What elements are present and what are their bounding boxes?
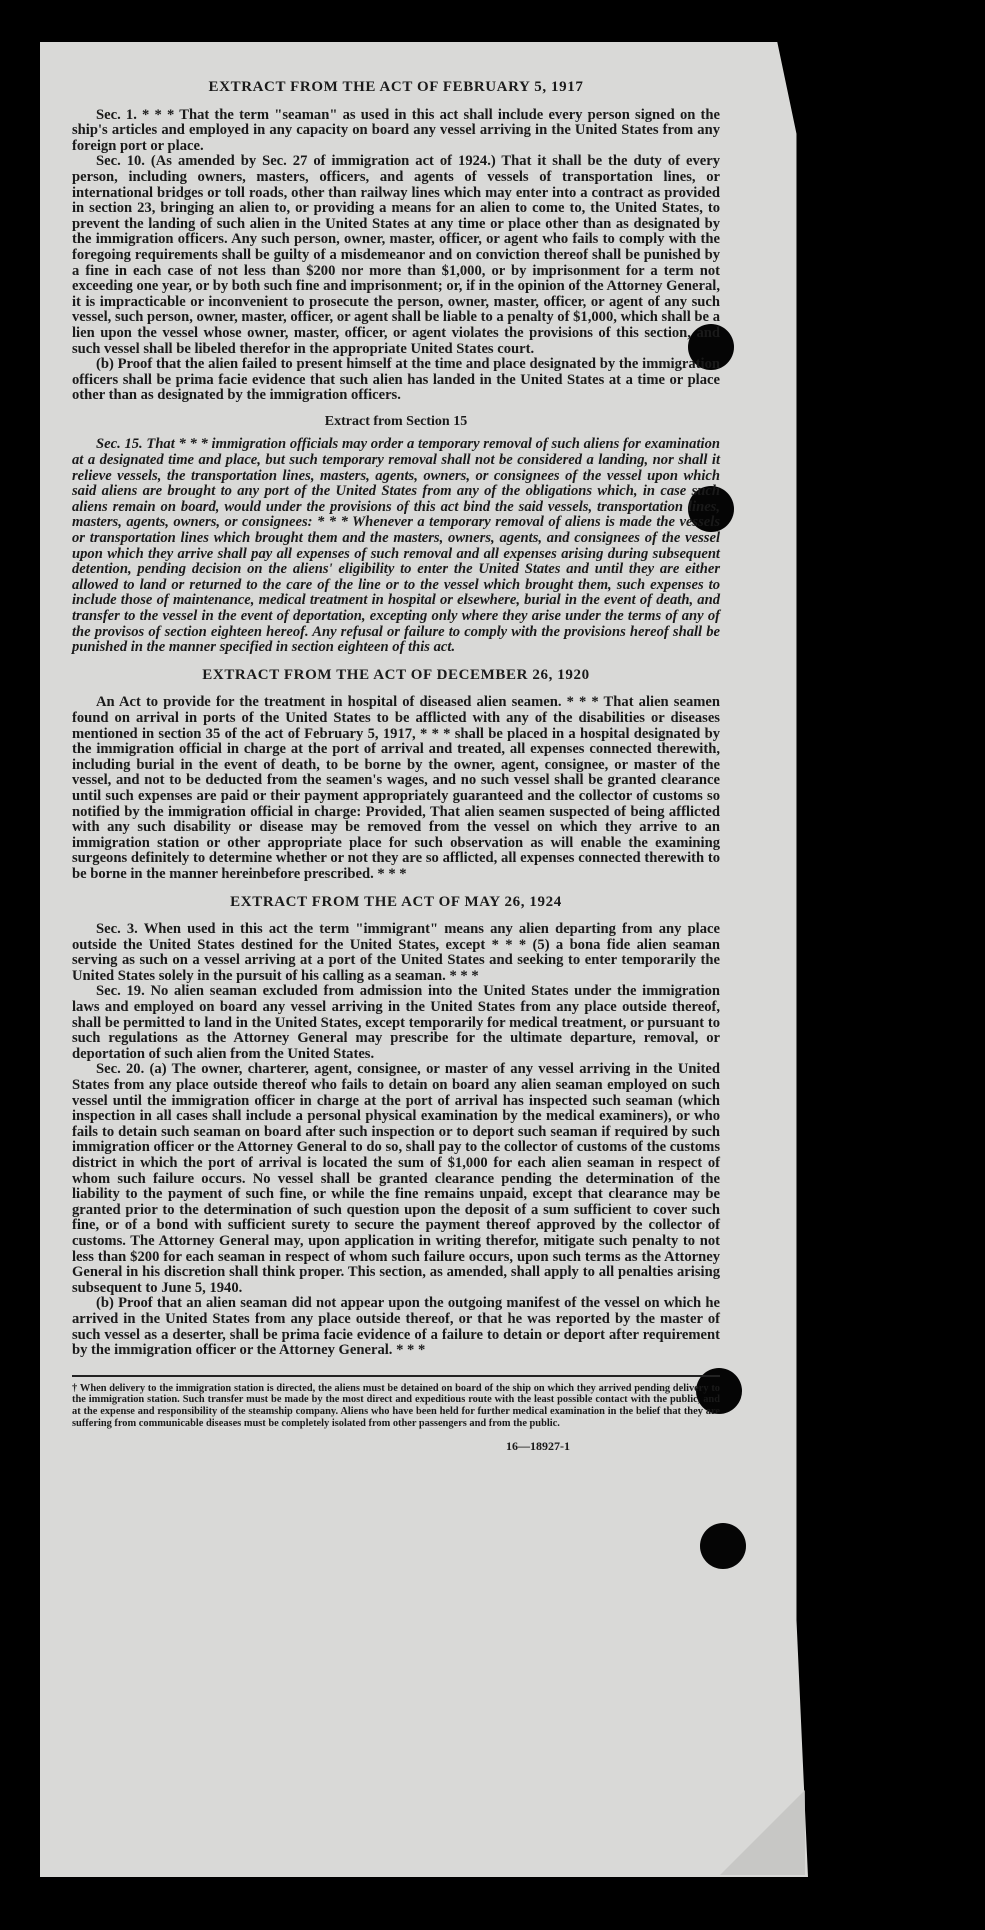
form-number: 16—18927-1 (506, 1439, 570, 1454)
heading-section-15: Extract from Section 15 (324, 413, 468, 429)
paragraph-dec-1920: An Act to provide for the treatment in hospital of diseased alien seamen. * * * That alien seamen found on arrival in ports of the United States to be afflicted with any of the disabilities or diseases mentioned in section 35 of the act of February 5, 1917, * * * shall be placed in a hospital designated by the immigration official in charge at the port of arrival and treated, all expenses connected therewith, including burial in the event of death, to be borne by the owner, agent, consignee, or master of the vessel, and not to be deducted from the seamen's wages, and no such vessel shall be granted clearance until such expenses are paid or their payment appropriately guaranteed and the collector of customs so notified by the immigration official in charge: Provided, That alien seamen suspected of being afflicted with any such disability or disease may be removed from the vessel on which they arrive to an immigration station or other appropriate place for such observation as will enable the examining surgeons definitely to determine whether or not they are so afflicted, all expenses connected therewith to be borne in the manner hereinbefore prescribed. * * * (72, 694, 720, 882)
footnote: † When delivery to the immigration station is directed, the aliens must be detained on board of the ship on which they arrived pending delivery to the immigration station. Such transfer must be made by the most direct and expeditious route with the least possible contact with the public, and at the expense and responsibility of the steamship company. Aliens who have been held for further medical examination in the belief that they are suffering from communicable diseases must be completely isolated from other passengers and from the public. (72, 1375, 720, 1429)
heading-may-1924: EXTRACT FROM THE ACT OF MAY 26, 1924 (230, 893, 562, 910)
paragraph-sec15: Sec. 15. That * * * immigration officials may order a temporary removal of such aliens for examination at a designated time and place, but such temporary removal shall not be considered a landing, nor shall it relieve vessels, the transportation lines, masters, agents, owners, or consignees of the vessel upon which said aliens are brought to any port of the United States from any of the obligations which, in case such aliens remain on board, would under the provisions of this act bind the said vessels, transportation lines, masters, agents, owners, or consignees: * * * Whenever a temporary removal of aliens is made the vessels or transportation lines which brought them and the masters, owners, agents, and consignees of the vessel upon which they arrive shall pay all expenses of such removal and all expenses arising during subsequent detention, pending decision on the aliens' eligibility to enter the United States and until they are either allowed to land or returned to the care of the line or to the vessel which brought them, such expenses to include those of maintenance, medical treatment in hospital or elsewhere, burial in the event of death, and transfer to the vessel in the event of deportation, excepting only where they arise under the terms of any of the provisos of section eighteen hereof. Any refusal or failure to comply with the provisions hereof shall be punished in the manner specified in section eighteen of this act. (72, 436, 720, 656)
paragraph-sec10: Sec. 10. (As amended by Sec. 27 of immigration act of 1924.) That it shall be the duty of every person, including owners, masters, officers, and agents of vessels of transportation lines, or international bridges or toll roads, other than railway lines which may enter into a contract as provided in section 23, bringing an alien to, or providing a means for an alien to come to, the United States, to prevent the landing of such alien in the United States at any time or place other than as designated by the immigration officers. Any such person, owner, master, officer, or agent who fails to comply with the foregoing requirements shall be guilty of a misdemeanor and on conviction thereof shall be punished by a fine in each case of not less than $200 nor more than $1,000, or by imprisonment for a term not exceeding one year, or by both such fine and imprisonment; or, if in the opinion of the Attorney General, it is impracticable or inconvenient to prosecute the person, owner, master, officer, or agent of any such vessel, such person, owner, master, officer, or agent shall be liable to a penalty of $1,000, which shall be a lien upon the vessel whose owner, master, officer, or agent violates the provisions of this section, and such vessel shall be libeled therefor in the appropriate United States court. (72, 153, 720, 357)
paragraph-sec19: Sec. 19. No alien seaman excluded from admission into the United States under the immigration laws and employed on board any vessel arriving in the United States from any place outside thereof, shall be permitted to land in the United States, except temporarily for medical treatment, or pursuant to such regulations as the Attorney General may prescribe for the ultimate departure, removal, or deportation of such alien from the United States. (72, 983, 720, 1062)
paragraph-sec1: Sec. 1. * * * That the term "seaman" as used in this act shall include every person signed on the ship's articles and employed in any capacity on board any vessel arriving in the United States from any foreign port or place. (72, 106, 720, 154)
heading-dec-1920: EXTRACT FROM THE ACT OF DECEMBER 26, 1920 (202, 666, 590, 683)
document-text (72, 80, 720, 1455)
heading-feb-1917: EXTRACT FROM THE ACT OF FEBRUARY 5, 1917 (208, 79, 584, 95)
paragraph-sec10b: (b) Proof that the alien failed to present himself at the time and place designated by the immigration officers shall be prima facie evidence that such alien has landed in the United States at a time or place other than as designated by the immigration officers. (72, 356, 720, 404)
paragraph-sec3: Sec. 3. When used in this act the term "immigrant" means any alien departing from any place outside the United States destined for the United States, except * * * (5) a bona fide alien seaman serving as such on a vessel arriving at a port of the United States and seeking to enter temporarily the United States solely in the pursuit of his calling as a seaman. * * * (72, 921, 720, 984)
punch-hole (700, 1523, 746, 1569)
paragraph-sec20b: (b) Proof that an alien seaman did not appear upon the outgoing manifest of the vessel on which he arrived in the United States from any place outside thereof, or that he was reported by the master of such vessel as a deserter, shall be prima facie evidence of a failure to detain or deport after requirement by the immigration officer or the Attorney General. * * * (72, 1295, 720, 1359)
paragraph-sec20a: Sec. 20. (a) The owner, charterer, agent, consignee, or master of any vessel arriving in the United States from any place outside thereof who fails to detain on board any alien seaman employed on such vessel until the immigration officer in charge at the port of arrival has inspected such seaman (which inspection in all cases shall include a personal physical examination by the medical examiners), or who fails to detain such seaman on board after such inspection or to deport such seaman if required by such immigration officer or the Attorney General to do so, shall pay to the collector of customs of the customs district in which the port of arrival is located the sum of $1,000 for each alien seaman in respect of whom such failure occurs. No vessel shall be granted clearance pending the determination of the liability to the payment of such fine, or while the fine remains unpaid, except that clearance may be granted prior to the determination of such question upon the deposit of a sum sufficient to cover such fine, or of a bond with sufficient surety to secure the payment thereof approved by the collector of customs. The Attorney General may, upon application in writing therefor, mitigate such penalty to not less than $200 for each seaman in respect of whom such failure occurs, upon such terms as the Attorney General in his discretion shall think proper. This section, as amended, shall apply to all penalties arising subsequent to June 5, 1940. (72, 1061, 720, 1296)
